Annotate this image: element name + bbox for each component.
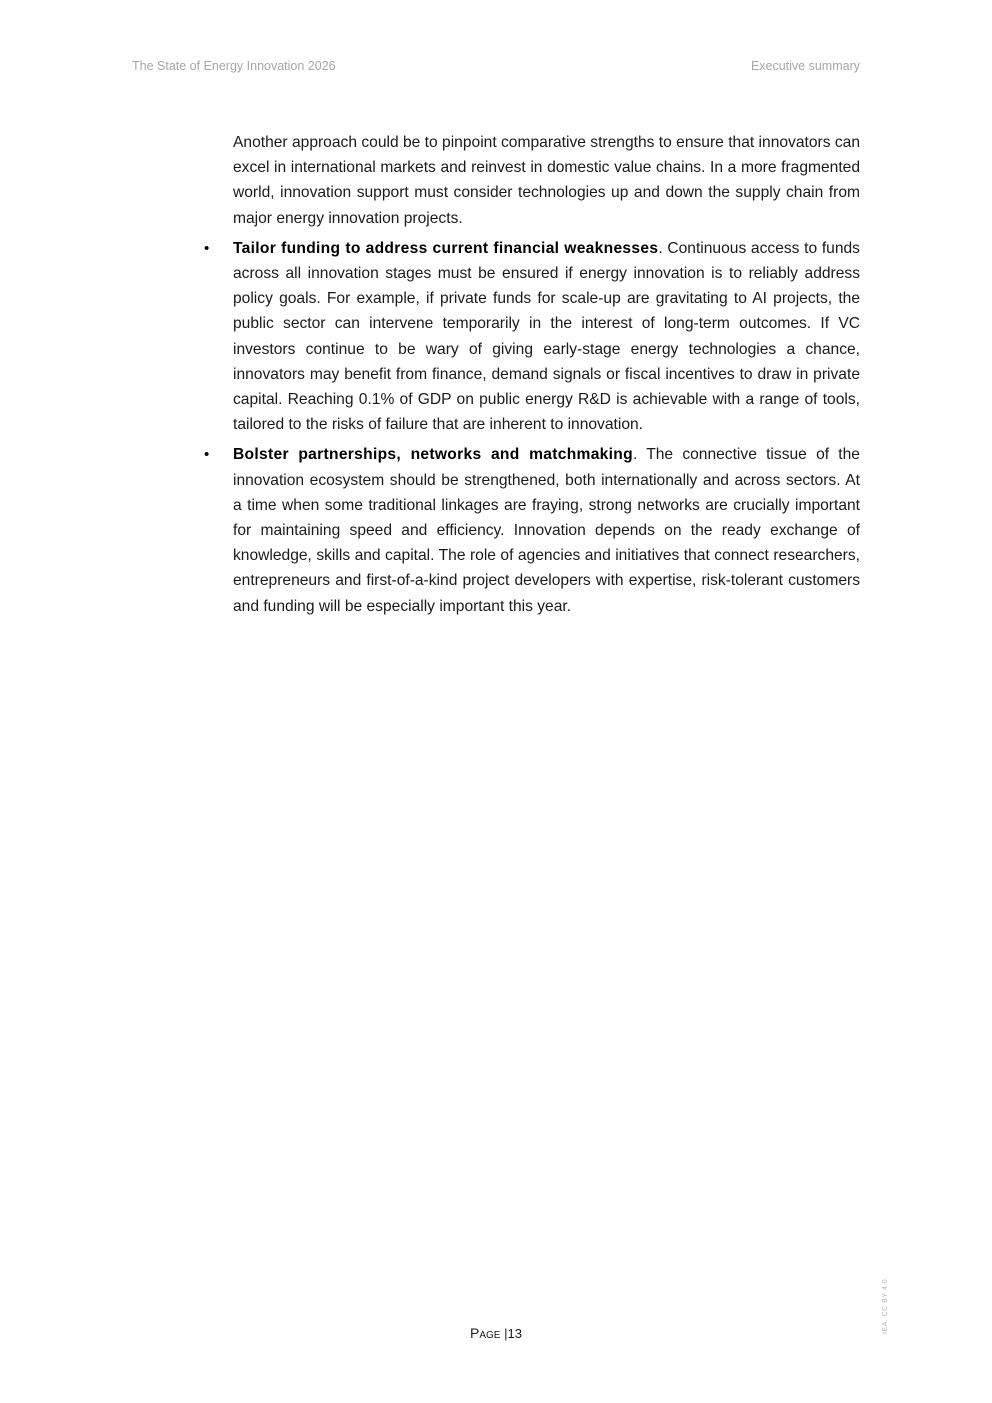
bullet-item-partnerships <box>204 442 860 618</box>
page-label: Page <box>470 1325 501 1341</box>
main-content <box>204 130 860 624</box>
page-footer <box>0 1325 992 1341</box>
running-header-section: Executive summary <box>750 59 860 73</box>
intro-paragraph: Another approach could be to pinpoint comparative strengths to ensure that innovators can excel in international markets and reinvest in domestic value chains. In a more fragmented world, innovation support must consider technologies up and down the supply chain from major energy innovation projects. <box>233 134 860 227</box>
page-separator: | <box>504 1326 508 1341</box>
bullet-text: . Continuous access to funds across all innovation stages must be ensured if energy innovation is to reliably address policy goals. For example, if private funds for scale-up are gravitating to AI projects, the public sector can intervene temporarily in the interest of long-term outcomes. If VC investors continue to be wary of giving early-stage energy technologies a chance, innovators may benefit from finance, demand signals or fiscal incentives to draw in private capital. Reaching 0.1% of GDP on public energy R&D is achievable with a range of tools, tailored to the risks of failure that are inherent to innovation. <box>233 239 860 434</box>
license-text: IEA. CC BY 4.0. <box>882 1276 889 1334</box>
bullet-icon: • <box>204 239 210 257</box>
page-number: 13 <box>507 1326 522 1341</box>
bullet-icon: • <box>204 446 210 464</box>
bullet-lead: Bolster partnerships, networks and matchmaking <box>233 446 633 464</box>
running-header-title: The State of Energy Innovation 2026 <box>132 59 336 73</box>
bullet-lead: Tailor funding to address current financial weaknesses <box>233 239 659 257</box>
bullet-text: . The connective tissue of the innovation ecosystem should be strengthened, both internationally and across sectors. At a time when some traditional linkages are fraying, strong networks are crucially important for maintaining speed and efficiency. Innovation depends on the ready exchange of knowledge, skills and capital. The role of agencies and initiatives that connect researchers, entrepreneurs and first-of-a-kind project developers with expertise, risk-tolerant customers and funding will be especially important this year. <box>233 446 860 615</box>
bullet-item-funding <box>204 236 860 438</box>
license-watermark <box>868 1268 908 1334</box>
